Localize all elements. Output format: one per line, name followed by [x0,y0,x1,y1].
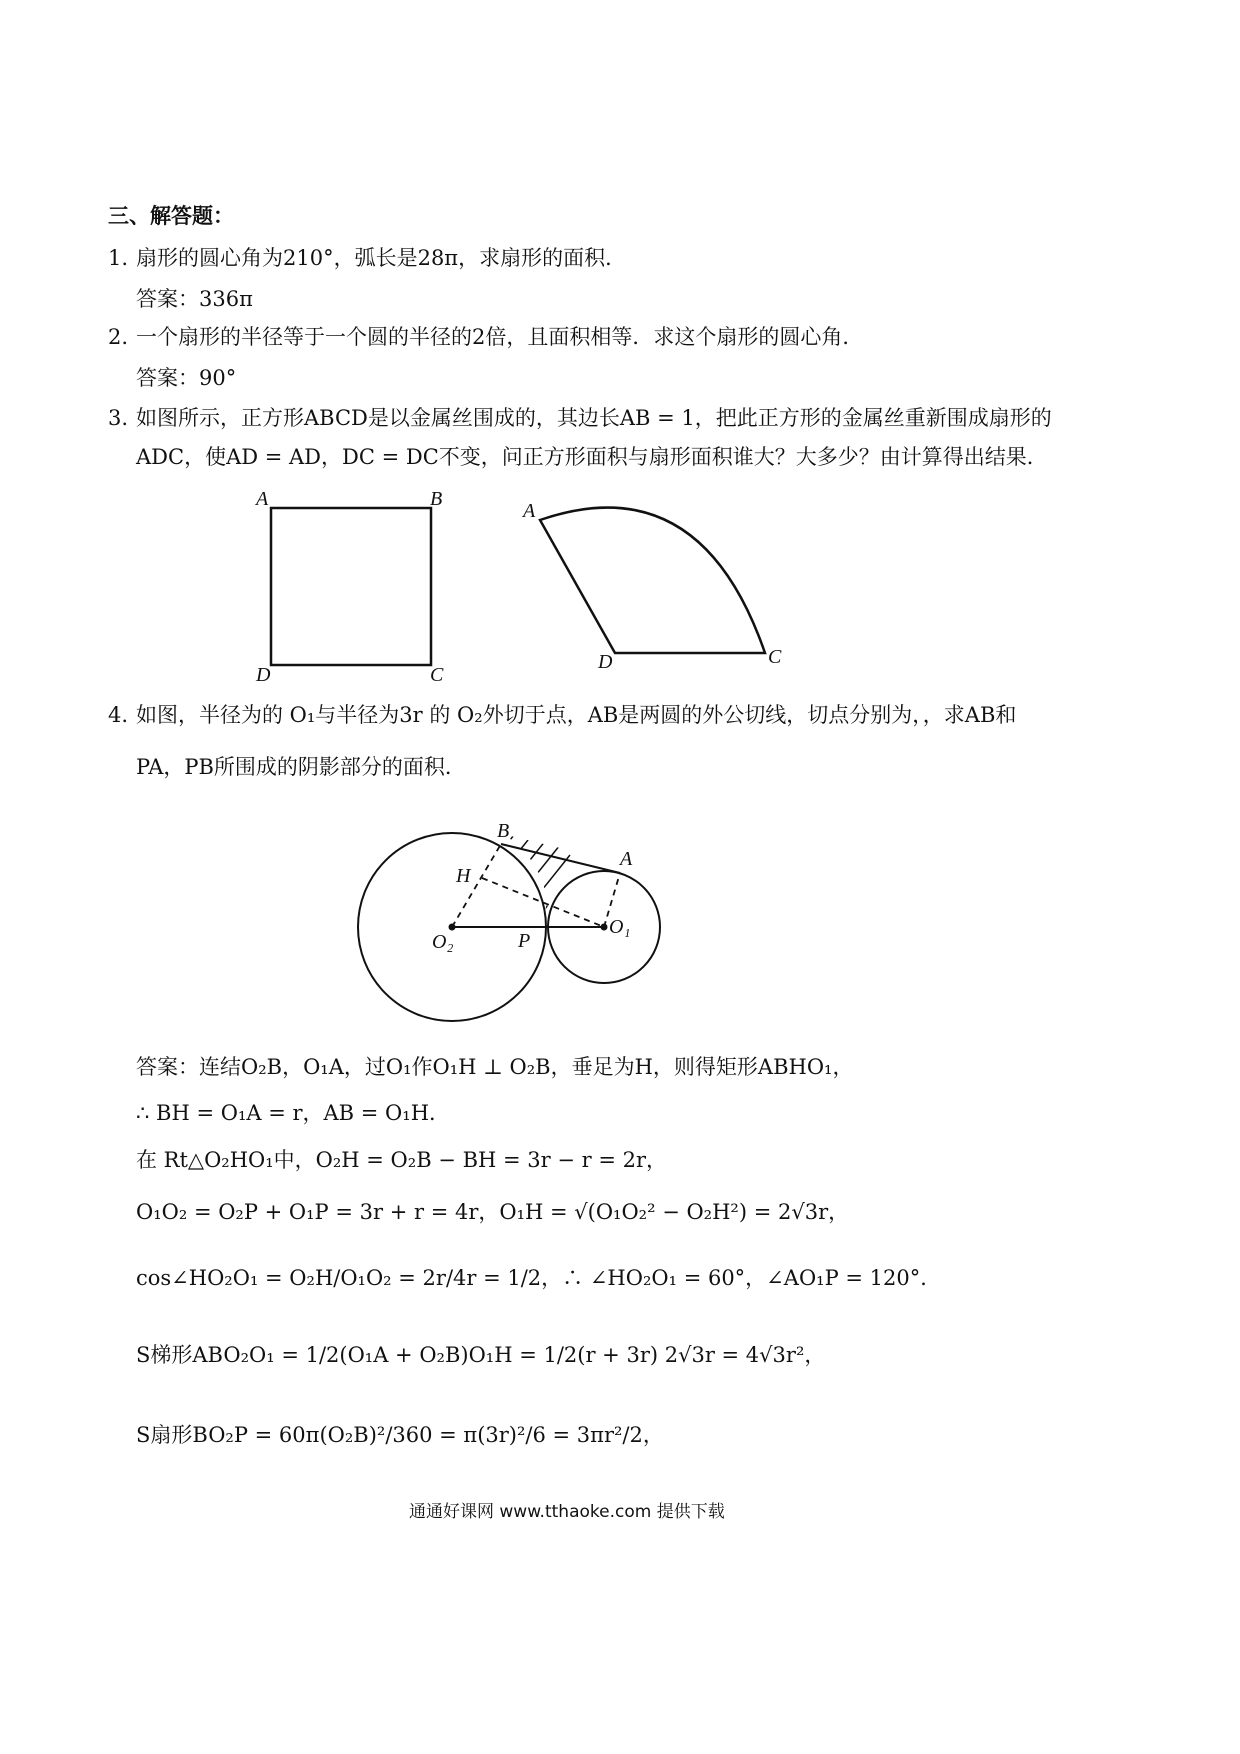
section-title: 三、解答题： [108,203,234,228]
square-label-d: D [256,664,271,686]
page-footer: 通通好课网 www.tthaoke.com 提供下载 [409,1502,725,1522]
q2-text: 一个扇形的半径等于一个圆的半径的2倍，且面积相等．求这个扇形的圆心角． [136,325,864,349]
q1-answer: 答案：336π [136,287,253,311]
q4-line1: 如图，半径为的 O₁与半径为3r 的 O₂外切于点，AB是两圆的外公切线，切点分别为，，求AB和 [136,703,1017,727]
sector-figure [515,495,805,680]
square-label-a: A [256,488,269,510]
fig4-label-h: H [456,865,471,887]
q4-answer-line6: S梯形ABO₂O₁ = 1/2(O₁A + O₂B)O₁H = 1/2(r + 3r) 2√3r = 4√3r²， [136,1343,826,1367]
q3-number: 3. [108,406,129,430]
q4-answer-line1: 答案：连结O₂B，O₁A，过O₁作O₁H ⊥ O₂B，垂足为H，则得矩形ABHO₁， [136,1055,854,1079]
q4-answer-line3: 在 Rt△O₂HO₁中，O₂H = O₂B − BH = 3r − r = 2r， [136,1148,667,1172]
q4-answer-line2: ∴ BH = O₁A = r，AB = O₁H． [136,1101,451,1125]
q4-line2: PA，PB所围成的阴影部分的面积． [136,755,466,779]
fig4-label-p: P [518,930,531,952]
sector-label-c: C [768,646,782,668]
fig4-label-a: A [620,848,633,870]
square-label-c: C [430,664,444,686]
fig4-label-o2: O₂ [432,931,454,953]
q4-answer-line7: S扇形BO₂P = 60π(O₂B)²/360 = π(3r)²/6 = 3πr²/2， [136,1423,664,1447]
q4-number: 4. [108,703,129,727]
square-label-b: B [430,488,443,510]
q4-answer-line5: cos∠HO₂O₁ = O₂H/O₁O₂ = 2r/4r = 1/2，∴ ∠HO₂O₁ = 60°，∠AO₁P = 120°． [136,1266,942,1290]
fig4-label-b: B [497,820,510,842]
q2-answer: 答案：90° [136,366,237,390]
q2-number: 2. [108,325,129,349]
q3-line1: 如图所示，正方形ABCD是以金属丝围成的，其边长AB = 1，把此正方形的金属丝重新围成扇形的 [136,406,1052,430]
q1-text: 扇形的圆心角为210°，弧长是28π，求扇形的面积． [136,246,627,270]
square-figure [250,485,460,685]
q4-answer-line4: O₁O₂ = O₂P + O₁P = 3r + r = 4r，O₁H = √(O₁O₂² − O₂H²) = 2√3r， [136,1200,850,1224]
sector-label-a: A [523,500,536,522]
sector-label-d: D [598,651,613,673]
tangent-circles-figure [340,815,680,1030]
fig4-label-o1: O₁ [609,916,631,938]
q3-line2: ADC，使AD = AD，DC = DC不变，问正方形面积与扇形面积谁大？大多少？由计算得出结果． [136,445,1048,469]
q1-number: 1. [108,246,129,270]
